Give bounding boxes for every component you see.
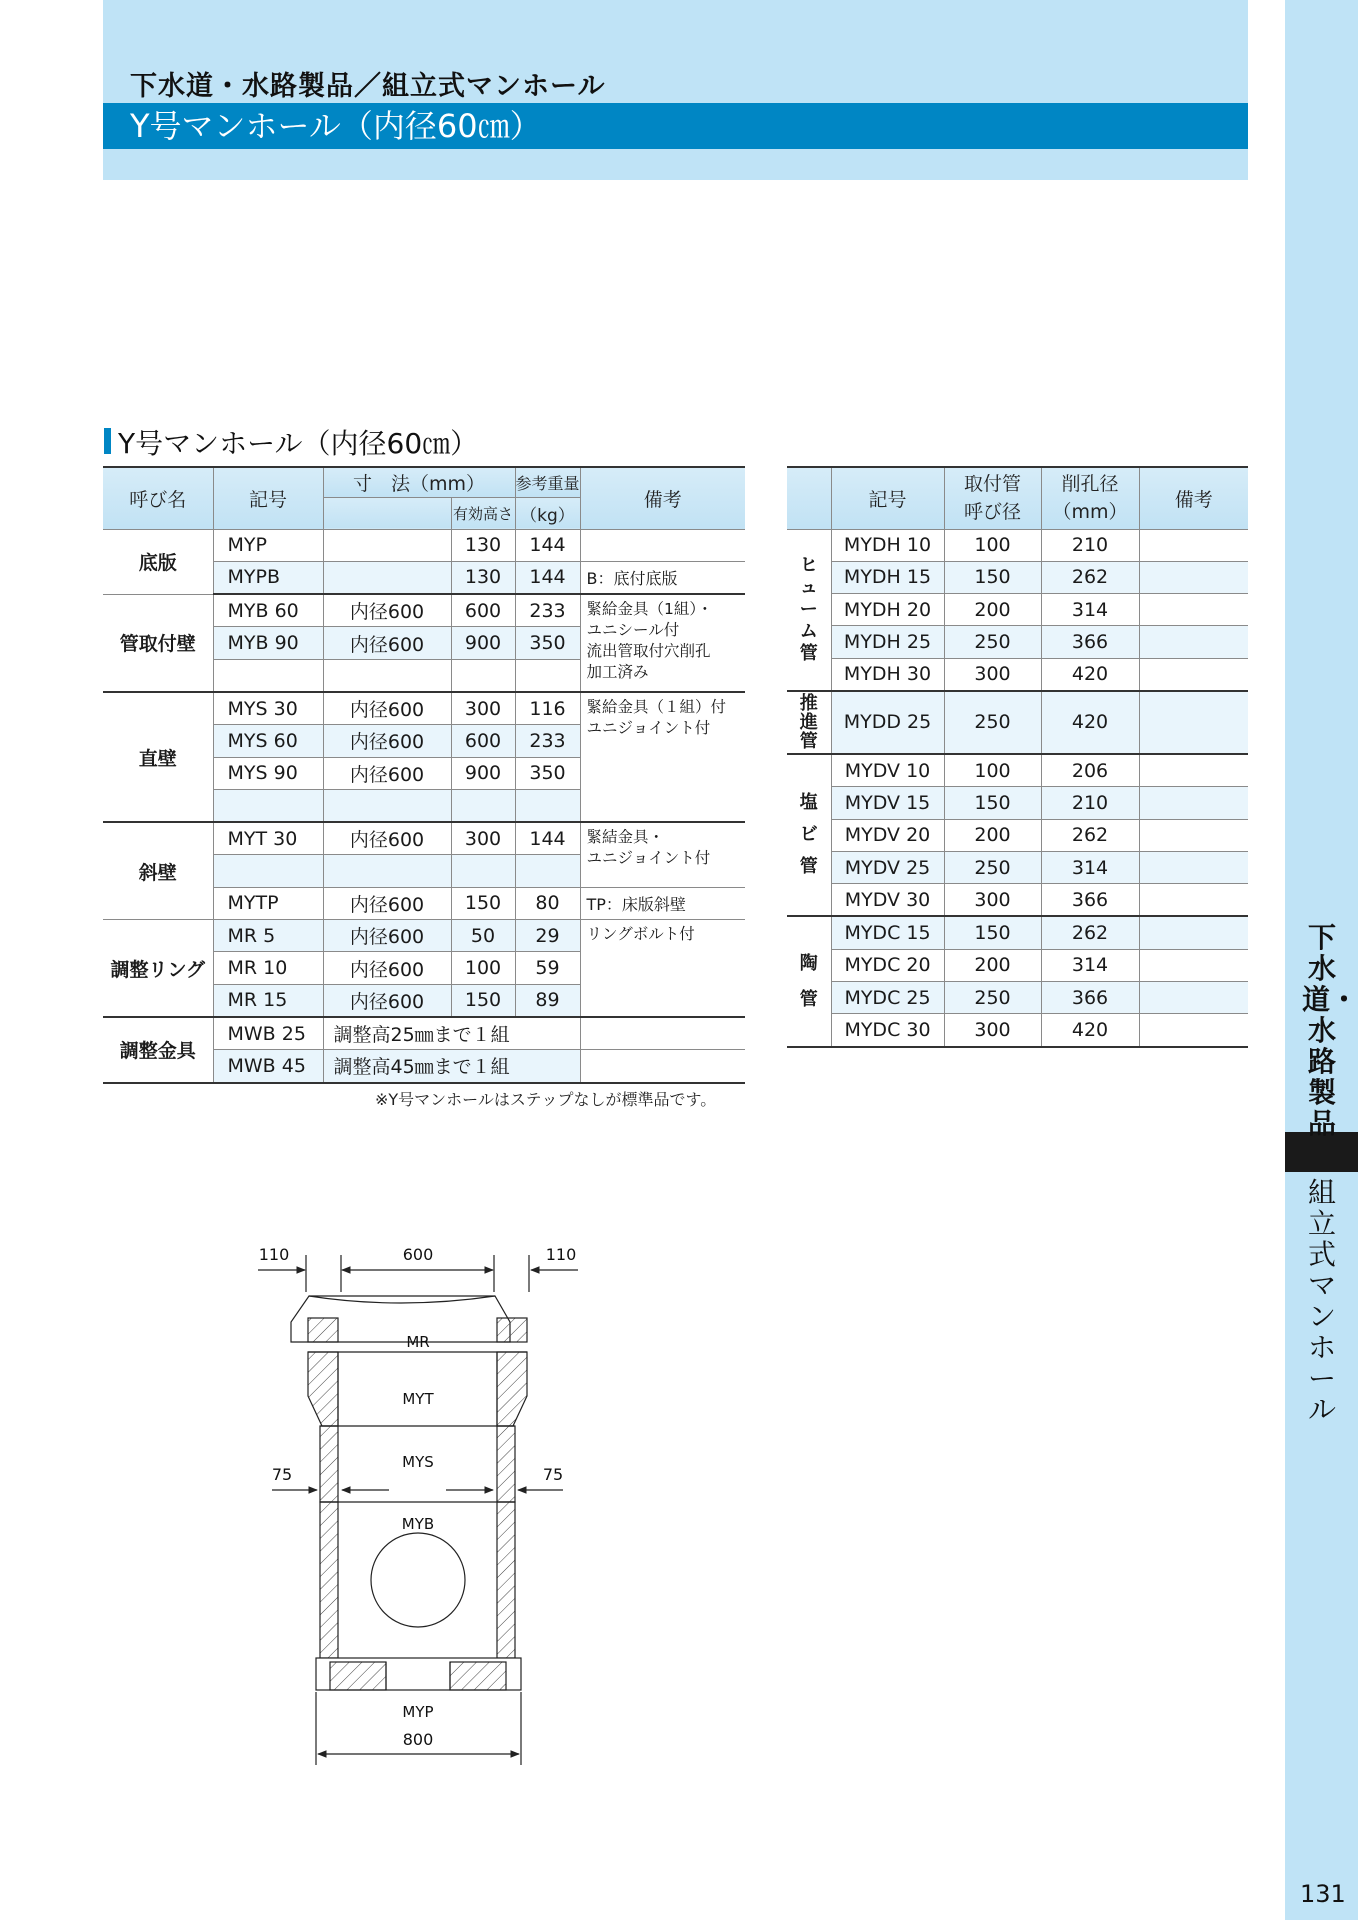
col-header-remarks: 備考 bbox=[1139, 467, 1248, 529]
cell-weight: 350 bbox=[515, 757, 580, 789]
table-row bbox=[787, 916, 1248, 949]
myt-wall-right bbox=[497, 1352, 527, 1426]
cell-code: MYDH 15 bbox=[831, 561, 944, 593]
cell-height: 130 bbox=[451, 561, 515, 594]
table-row bbox=[787, 851, 1248, 883]
page-number: 131 bbox=[1300, 1880, 1346, 1908]
cell-pipe-size: 150 bbox=[944, 916, 1041, 949]
cell-remarks bbox=[1139, 529, 1248, 561]
cell-height: 130 bbox=[451, 529, 515, 561]
table-row bbox=[787, 949, 1248, 981]
cell-pipe-size: 300 bbox=[944, 884, 1041, 917]
cell-remarks bbox=[580, 1017, 745, 1050]
cell-code: MYDC 15 bbox=[831, 916, 944, 949]
cell-code: MYTP bbox=[213, 887, 323, 919]
cell-weight: 144 bbox=[515, 561, 580, 594]
table-row bbox=[787, 982, 1248, 1014]
cell-code: MYDD 25 bbox=[831, 691, 944, 754]
col-header-code: 記号 bbox=[831, 467, 944, 529]
footnote: ※Y号マンホールはステップなしが標準品です。 bbox=[375, 1090, 717, 1109]
col-header-name: 呼び名 bbox=[103, 467, 213, 529]
cell-weight: 350 bbox=[515, 627, 580, 659]
cell-hole-size: 420 bbox=[1041, 658, 1139, 691]
table-row bbox=[103, 920, 745, 952]
myp-base-hatch-right bbox=[450, 1662, 506, 1690]
cell-hole-size: 366 bbox=[1041, 982, 1139, 1014]
cell-remarks: B：底付底版 bbox=[580, 561, 745, 594]
cell-weight: 144 bbox=[515, 529, 580, 561]
table-row bbox=[787, 754, 1248, 787]
cell-spec: 内径600 bbox=[323, 627, 451, 659]
cell-remarks bbox=[1139, 787, 1248, 819]
header-category: 下水道・水路製品／組立式マンホール bbox=[130, 71, 606, 102]
cell-hole-size: 314 bbox=[1041, 949, 1139, 981]
cell-spec: 内径600 bbox=[323, 920, 451, 952]
cell-weight: 233 bbox=[515, 725, 580, 757]
section-marker bbox=[104, 428, 111, 454]
cell-hole-size: 420 bbox=[1041, 691, 1139, 754]
cell-weight: 89 bbox=[515, 984, 580, 1017]
cell-height: 600 bbox=[451, 725, 515, 757]
cell-height: 600 bbox=[451, 594, 515, 627]
cell-spec bbox=[323, 529, 451, 561]
cell-spec: 内径600 bbox=[323, 952, 451, 984]
cell-code: MYS 30 bbox=[213, 692, 323, 725]
col-header-weight-unit: （kg） bbox=[515, 497, 580, 529]
cell-code: MYDC 30 bbox=[831, 1014, 944, 1047]
cell-code: MYS 90 bbox=[213, 757, 323, 789]
cell-hole-size: 314 bbox=[1041, 851, 1139, 883]
cell-height: 100 bbox=[451, 952, 515, 984]
label-mys: MYS bbox=[402, 1453, 434, 1471]
pipe-opening bbox=[371, 1533, 465, 1627]
cell-code: MWB 25 bbox=[213, 1017, 323, 1050]
cell-remarks bbox=[1139, 982, 1248, 1014]
cell-code: MYT 30 bbox=[213, 822, 323, 855]
cell-hole-size: 206 bbox=[1041, 754, 1139, 787]
cell-spec: 調整高45㎜まで１組 bbox=[323, 1050, 580, 1083]
cell-pipe-size: 100 bbox=[944, 529, 1041, 561]
cell-height: 50 bbox=[451, 920, 515, 952]
cell-spec: 内径600 bbox=[323, 725, 451, 757]
table-row bbox=[787, 626, 1248, 658]
col-header-pipe-bottom: 呼び径 bbox=[963, 501, 1021, 524]
cell-spec bbox=[323, 561, 451, 594]
cell-code: MWB 45 bbox=[213, 1050, 323, 1083]
table-row bbox=[787, 787, 1248, 819]
cell-code: MYB 90 bbox=[213, 627, 323, 659]
cell-hole-size: 262 bbox=[1041, 916, 1139, 949]
cell-remarks bbox=[1139, 658, 1248, 691]
cell-code: MYDV 30 bbox=[831, 884, 944, 917]
category-clay-pipe: 陶 管 bbox=[787, 916, 831, 1046]
cell-code: MYDV 25 bbox=[831, 851, 944, 883]
page-title: Y号マンホール（内径60㎝） bbox=[130, 107, 542, 145]
cell-remarks bbox=[580, 529, 745, 561]
cell-hole-size: 262 bbox=[1041, 561, 1139, 593]
table-row bbox=[103, 692, 745, 725]
cell-remarks bbox=[1139, 691, 1248, 754]
category-jacking-pipe: 推 進 管 bbox=[787, 691, 831, 754]
mr-ring-wall-left bbox=[308, 1318, 338, 1342]
cell-remarks bbox=[1139, 949, 1248, 981]
section-title: Y号マンホール（内径60㎝） bbox=[118, 427, 479, 460]
product-spec-table bbox=[103, 466, 745, 1084]
cell-remarks bbox=[580, 1050, 745, 1083]
cell-remarks bbox=[1139, 884, 1248, 917]
myb-wall-left bbox=[320, 1502, 338, 1658]
cell-remarks bbox=[1139, 561, 1248, 593]
category-slope-wall: 斜壁 bbox=[103, 822, 213, 919]
cell-spec: 調整高25㎜まで１組 bbox=[323, 1017, 580, 1050]
table-row bbox=[103, 1017, 745, 1050]
cell-code: MYDH 30 bbox=[831, 658, 944, 691]
cell-remarks: 緊結金具・ ユニジョイント付 bbox=[580, 822, 745, 887]
cell-hole-size: 366 bbox=[1041, 626, 1139, 658]
cell-spec: 内径600 bbox=[323, 984, 451, 1017]
dim-center-label: 600 bbox=[402, 1245, 434, 1264]
table-row bbox=[787, 884, 1248, 917]
col-header-remarks: 備考 bbox=[580, 467, 745, 529]
cell-code: MYDC 25 bbox=[831, 982, 944, 1014]
col-header-effective-height: 有効高さ bbox=[451, 497, 515, 529]
cell-pipe-size: 150 bbox=[944, 561, 1041, 593]
category-base: 底版 bbox=[103, 529, 213, 594]
cell-hole-size: 262 bbox=[1041, 819, 1139, 851]
cell-remarks bbox=[1139, 626, 1248, 658]
label-myt: MYT bbox=[402, 1390, 434, 1408]
cell-code: MYDC 20 bbox=[831, 949, 944, 981]
cell-remarks: TP：床版斜壁 bbox=[580, 887, 745, 919]
label-myp: MYP bbox=[402, 1703, 434, 1721]
cell-hole-size: 210 bbox=[1041, 787, 1139, 819]
wall-left-label: 75 bbox=[271, 1465, 293, 1484]
cell-spec: 内径600 bbox=[323, 594, 451, 627]
cell-code: MR 10 bbox=[213, 952, 323, 984]
cell-pipe-size: 100 bbox=[944, 754, 1041, 787]
col-header-hole-size bbox=[1041, 467, 1139, 529]
cell-weight: 59 bbox=[515, 952, 580, 984]
cell-code: MR 15 bbox=[213, 984, 323, 1017]
cell-spec: 内径600 bbox=[323, 887, 451, 919]
col-header-hole-bottom: （mm） bbox=[1052, 501, 1128, 524]
myt-wall-left bbox=[308, 1352, 338, 1426]
table-row bbox=[787, 819, 1248, 851]
category-adjust-ring: 調整リング bbox=[103, 920, 213, 1017]
table-row bbox=[787, 594, 1248, 626]
cell-code: MYDV 20 bbox=[831, 819, 944, 851]
cell-code: MYDV 15 bbox=[831, 787, 944, 819]
cell-pipe-size: 250 bbox=[944, 626, 1041, 658]
category-straight-wall: 直壁 bbox=[103, 692, 213, 822]
cell-weight: 116 bbox=[515, 692, 580, 725]
cell-height: 150 bbox=[451, 984, 515, 1017]
cell-remarks: 緊給金具（１組）付 ユニジョイント付 bbox=[580, 692, 745, 822]
cell-code: MYS 60 bbox=[213, 725, 323, 757]
mys-wall-left bbox=[320, 1426, 338, 1502]
cell-pipe-size: 200 bbox=[944, 594, 1041, 626]
cell-hole-size: 366 bbox=[1041, 884, 1139, 917]
cell-height: 300 bbox=[451, 822, 515, 855]
col-header-pipe-size bbox=[944, 467, 1041, 529]
mys-wall-right bbox=[497, 1426, 515, 1502]
cell-code: MYB 60 bbox=[213, 594, 323, 627]
label-mr: MR bbox=[406, 1333, 430, 1351]
cell-pipe-size: 250 bbox=[944, 851, 1041, 883]
cell-pipe-size: 250 bbox=[944, 982, 1041, 1014]
table-row bbox=[787, 1014, 1248, 1047]
table-row bbox=[103, 594, 745, 627]
table-row bbox=[787, 529, 1248, 561]
base-width-label: 800 bbox=[402, 1730, 434, 1749]
cell-pipe-size: 300 bbox=[944, 1014, 1041, 1047]
table-row bbox=[787, 658, 1248, 691]
cell-code: MYPB bbox=[213, 561, 323, 594]
cell-code: MR 5 bbox=[213, 920, 323, 952]
cell-spec: 内径600 bbox=[323, 757, 451, 789]
myp-base-hatch-left bbox=[330, 1662, 386, 1690]
cell-weight: 233 bbox=[515, 594, 580, 627]
col-header-type bbox=[787, 467, 831, 529]
cell-code: MYP bbox=[213, 529, 323, 561]
dim-left-label: 110 bbox=[258, 1245, 290, 1264]
category-pvc-pipe: 塩 ビ 管 bbox=[787, 754, 831, 916]
cell-hole-size: 420 bbox=[1041, 1014, 1139, 1047]
col-header-code: 記号 bbox=[213, 467, 323, 529]
cell-height: 300 bbox=[451, 692, 515, 725]
col-header-pipe-top: 取付管 bbox=[963, 473, 1021, 496]
cell-hole-size: 314 bbox=[1041, 594, 1139, 626]
cell-hole-size: 210 bbox=[1041, 529, 1139, 561]
side-index-label-primary: 下水道・水路製品 bbox=[1302, 921, 1358, 1140]
cell-remarks bbox=[1139, 1014, 1248, 1047]
manhole-section-diagram bbox=[240, 1230, 600, 1770]
table-row bbox=[787, 691, 1248, 754]
label-myb: MYB bbox=[401, 1515, 435, 1533]
cell-remarks: リングボルト付 bbox=[580, 920, 745, 1017]
col-header-hole-top: 削孔径 bbox=[1061, 473, 1119, 496]
cell-height: 150 bbox=[451, 887, 515, 919]
cell-remarks bbox=[1139, 851, 1248, 883]
col-header-dimensions: 寸 法（mm） bbox=[323, 467, 515, 497]
cell-weight: 144 bbox=[515, 822, 580, 855]
cell-height: 900 bbox=[451, 627, 515, 659]
myb-wall-right bbox=[497, 1502, 515, 1658]
cell-code: MYDH 20 bbox=[831, 594, 944, 626]
table-row bbox=[103, 822, 745, 855]
cell-weight: 80 bbox=[515, 887, 580, 919]
cell-pipe-size: 200 bbox=[944, 949, 1041, 981]
side-index-label-secondary: 組立式マンホール bbox=[1307, 1176, 1336, 1426]
category-hume-pipe: ヒ ュ ー ム 管 bbox=[787, 529, 831, 691]
col-header-inner bbox=[323, 497, 451, 529]
cell-remarks bbox=[1139, 594, 1248, 626]
cell-height: 900 bbox=[451, 757, 515, 789]
cell-code: MYDH 10 bbox=[831, 529, 944, 561]
cell-remarks bbox=[1139, 916, 1248, 949]
cell-pipe-size: 150 bbox=[944, 787, 1041, 819]
cell-code: MYDH 25 bbox=[831, 626, 944, 658]
category-pipe-wall: 管取付壁 bbox=[103, 594, 213, 692]
cell-remarks bbox=[1139, 754, 1248, 787]
cell-remarks bbox=[1139, 819, 1248, 851]
dim-right-label: 110 bbox=[545, 1245, 577, 1264]
table-row bbox=[787, 561, 1248, 593]
cell-spec: 内径600 bbox=[323, 692, 451, 725]
mr-ring-wall-right bbox=[497, 1318, 527, 1342]
cell-remarks: 緊給金具（1組）・ ユニシール付 流出管取付穴削孔 加工済み bbox=[580, 594, 745, 692]
cell-code: MYDV 10 bbox=[831, 754, 944, 787]
table-row bbox=[103, 529, 745, 561]
cell-pipe-size: 300 bbox=[944, 658, 1041, 691]
cell-pipe-size: 200 bbox=[944, 819, 1041, 851]
wall-right-label: 75 bbox=[542, 1465, 564, 1484]
category-adjust-fitting: 調整金具 bbox=[103, 1017, 213, 1083]
cell-spec: 内径600 bbox=[323, 822, 451, 855]
col-header-weight: 参考重量 bbox=[515, 467, 580, 497]
hole-spec-table bbox=[787, 466, 1248, 1048]
cell-weight: 29 bbox=[515, 920, 580, 952]
cell-pipe-size: 250 bbox=[944, 691, 1041, 754]
